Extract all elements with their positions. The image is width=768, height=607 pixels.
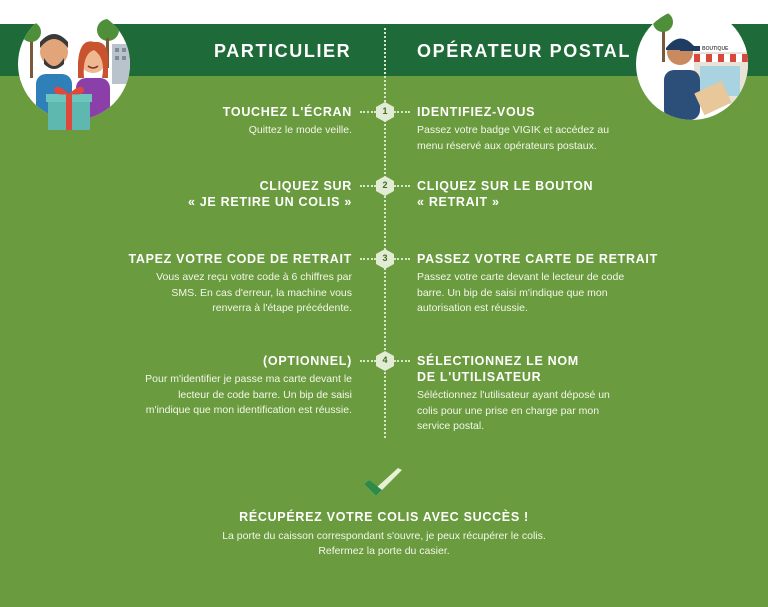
step-1-right-text-line-2: menu réservé aux opérateurs postaux. bbox=[417, 139, 597, 152]
step-4-particulier bbox=[145, 353, 352, 419]
step-4-left-text-line-1: Pour m'identifier je passe ma carte devant le bbox=[145, 373, 352, 385]
step-2-left-title-line-1: CLIQUEZ SUR bbox=[259, 179, 352, 193]
shop-sign: BOUTIQUE bbox=[702, 46, 729, 52]
step-3-right-text-line-3: autorisation est réussie. bbox=[417, 302, 528, 314]
step-2-operateur bbox=[417, 178, 593, 210]
step-1-right-text-line-1: Passez votre badge VIGIK et accédez au bbox=[417, 124, 610, 136]
checkmark-icon bbox=[360, 466, 406, 500]
connector-2-left bbox=[360, 185, 376, 187]
final-text-line-1: La porte du caisson correspondant s'ouvre, je peux récupérer le colis. bbox=[222, 530, 546, 542]
connector-3-right bbox=[394, 258, 410, 260]
top-margin bbox=[0, 0, 768, 24]
step-3-left-title: TAPEZ VOTRE CODE DE RETRAIT bbox=[128, 252, 352, 266]
step-3-left-text-line-3: renverra à l'étape précédente. bbox=[212, 302, 352, 314]
connector-2-right bbox=[394, 185, 410, 187]
step-4-right-title-line-1: SÉLECTIONNEZ LE NOM bbox=[417, 354, 579, 368]
connector-1-right bbox=[394, 111, 410, 113]
step-4-left-text-line-2: lecteur de code barre. Un bip de saisi bbox=[178, 388, 352, 401]
step-1-left-title: TOUCHEZ L'ÉCRAN bbox=[222, 105, 352, 119]
postman-illustration bbox=[636, 8, 748, 120]
final-text-line-2: Refermez la porte du casier. bbox=[318, 545, 450, 557]
step-2-right-title-line-2: « RETRAIT » bbox=[417, 195, 500, 209]
step-3-badge: 3 bbox=[376, 249, 394, 269]
step-4-right-text-line-2: colis pour une prise en charge par mon bbox=[417, 404, 600, 417]
step-3-right-title: PASSEZ VOTRE CARTE DE RETRAIT bbox=[417, 252, 658, 266]
step-3-right-text-line-1: Passez votre carte devant le lecteur de code bbox=[417, 271, 625, 283]
step-1-operateur bbox=[417, 104, 609, 154]
step-3-right-text-line-2: barre. Un bip de saisi m'indique que mon bbox=[417, 286, 608, 299]
step-4-right-text-line-3: service postal. bbox=[417, 420, 485, 432]
step-1-right-title: IDENTIFIEZ-VOUS bbox=[417, 105, 536, 119]
connector-4-right bbox=[394, 360, 410, 362]
step-4-right-text-line-1: Séléctionnez l'utilisateur ayant déposé un bbox=[417, 389, 610, 401]
step-2-badge: 2 bbox=[376, 176, 394, 196]
step-2-right-title-line-1: CLIQUEZ SUR LE BOUTON bbox=[417, 179, 594, 193]
header-operateur-postal: OPÉRATEUR POSTAL bbox=[417, 41, 631, 61]
step-4-badge: 4 bbox=[376, 351, 394, 371]
connector-4-left bbox=[360, 360, 376, 362]
step-3-operateur bbox=[417, 251, 658, 317]
step-1-badge: 1 bbox=[376, 102, 394, 122]
step-4-right-title-line-2: DE L'UTILISATEUR bbox=[417, 370, 542, 384]
step-4-operateur bbox=[417, 353, 610, 435]
step-3-particulier bbox=[128, 251, 352, 317]
timeline-line bbox=[384, 28, 386, 438]
step-2-particulier bbox=[188, 178, 352, 210]
final-text bbox=[0, 529, 768, 559]
step-2-left-title-line-2: « JE RETIRE UN COLIS » bbox=[187, 195, 352, 209]
step-1-left-text: Quittez le mode veille. bbox=[248, 124, 352, 136]
connector-3-left bbox=[360, 258, 376, 260]
step-4-left-title: (OPTIONNEL) bbox=[263, 354, 352, 368]
step-4-left-text-line-3: m'indique que mon identification est réussie. bbox=[145, 404, 352, 416]
step-3-left-text-line-1: Vous avez reçu votre code à 6 chiffres par bbox=[156, 271, 352, 283]
header-particulier: PARTICULIER bbox=[214, 41, 352, 61]
final-title: RÉCUPÉREZ VOTRE COLIS AVEC SUCCÈS ! bbox=[239, 510, 529, 524]
connector-1-left bbox=[360, 111, 376, 113]
step-1-particulier bbox=[223, 104, 352, 139]
step-3-left-text-line-2: SMS. En cas d'erreur, la machine vous bbox=[171, 286, 352, 299]
gift-icon bbox=[44, 82, 94, 132]
